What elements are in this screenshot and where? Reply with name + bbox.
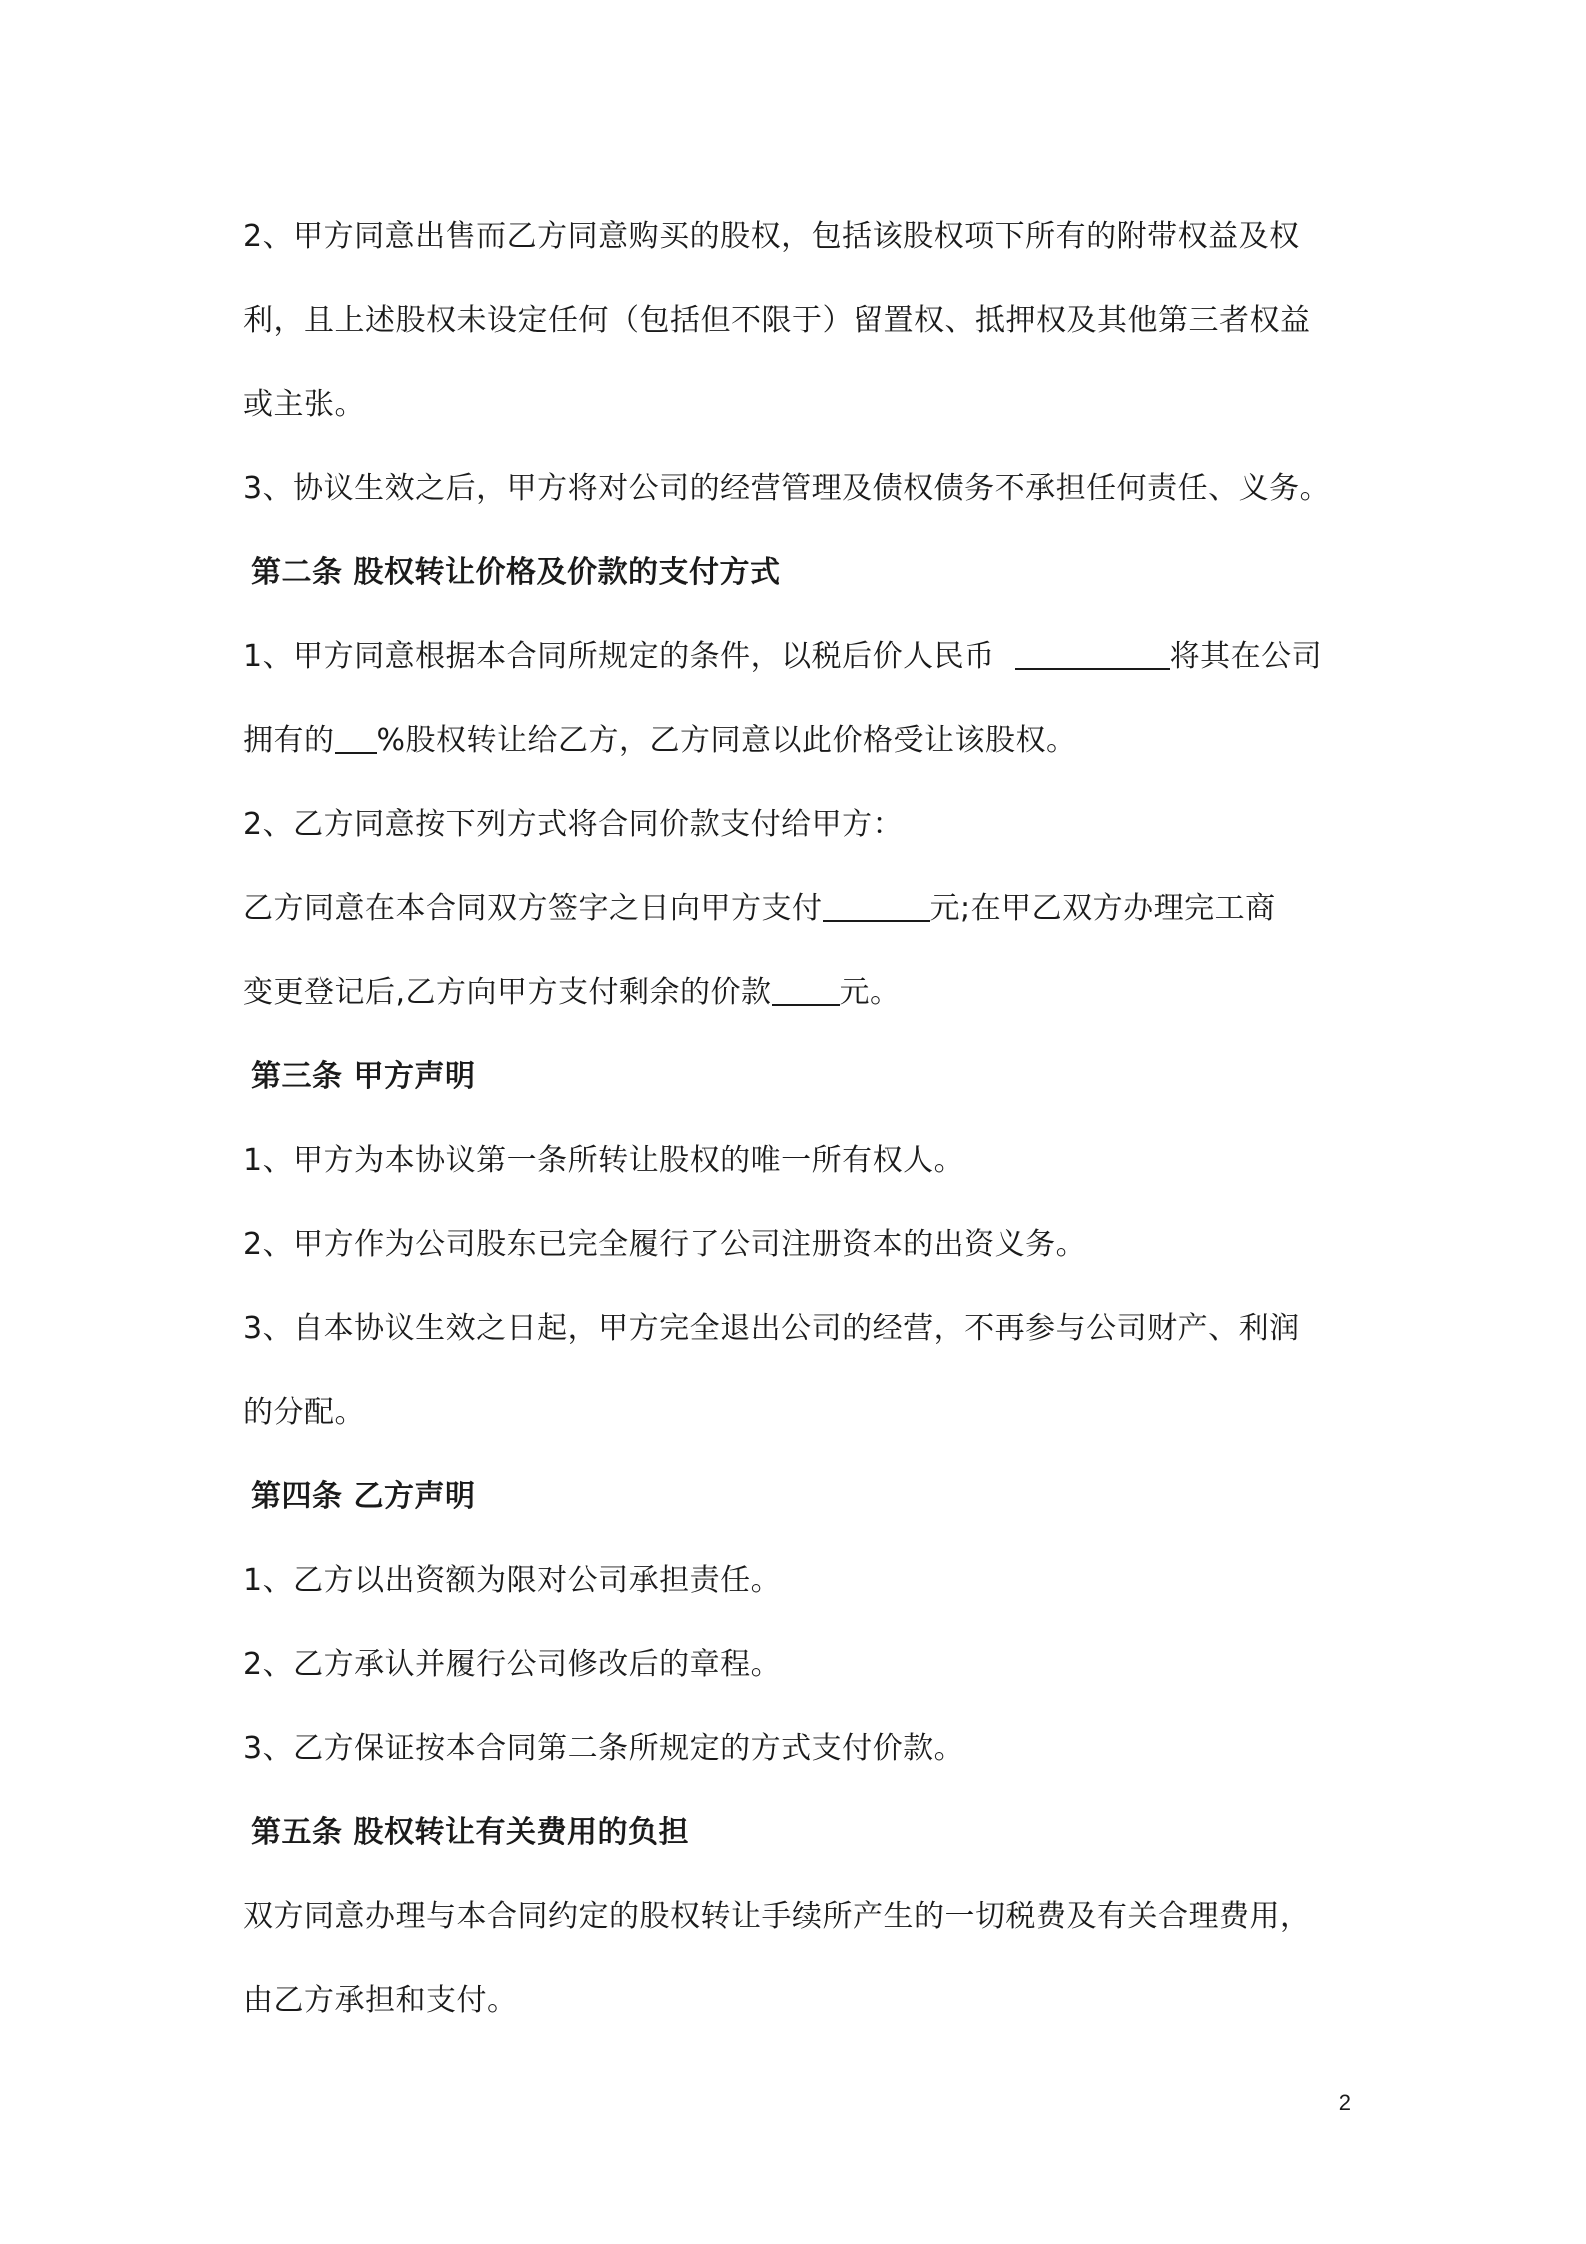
payment-remaining-text-before: 变更登记后,乙方向甲方支付剩余的价款 — [243, 975, 772, 1010]
share-percent-line — [243, 699, 1393, 783]
price-line-text-before: 1、甲方同意根据本合同所规定的条件，以税后价人民币 — [243, 639, 995, 674]
section-heading-article-3: 第三条 甲方声明 — [251, 1059, 476, 1094]
paragraph-line: 1、甲方为本协议第一条所转让股权的唯一所有权人。 — [243, 1143, 965, 1178]
share-percent-blank — [335, 722, 377, 754]
first-payment-blank — [823, 890, 930, 922]
section-heading-article-4: 第四条 乙方声明 — [251, 1479, 476, 1514]
paragraph-line: 2、甲方作为公司股东已完全履行了公司注册资本的出资义务。 — [243, 1227, 1087, 1262]
remaining-payment-blank — [772, 974, 840, 1006]
section-heading-article-2: 第二条 股权转让价格及价款的支付方式 — [251, 555, 781, 590]
share-line-text-after: %股权转让给乙方，乙方同意以此价格受让该股权。 — [376, 723, 1077, 758]
section-heading-article-5: 第五条 股权转让有关费用的负担 — [251, 1815, 689, 1850]
price-amount-blank — [1015, 638, 1170, 670]
paragraph-line: 3、协议生效之后，甲方将对公司的经营管理及债权债务不承担任何责任、义务。 — [243, 471, 1331, 506]
paragraph-line: 3、自本协议生效之日起，甲方完全退出公司的经营，不再参与公司财产、利润 — [243, 1311, 1300, 1346]
payment-intro: 2、乙方同意按下列方式将合同价款支付给甲方： — [243, 807, 904, 842]
payment-line-remaining — [243, 951, 1393, 1035]
paragraph-line: 利，且上述股权未设定任何（包括但不限于）留置权、抵押权及其他第三者权益 — [243, 303, 1311, 338]
document-body — [243, 195, 1393, 2043]
price-line-text-after: 将其在公司 — [1169, 639, 1323, 674]
payment-first-text-after: 元;在甲乙双方办理完工商 — [929, 891, 1276, 926]
paragraph-line: 由乙方承担和支付。 — [243, 1983, 518, 2018]
payment-first-text-before: 乙方同意在本合同双方签字之日向甲方支付 — [243, 891, 823, 926]
paragraph-line: 双方同意办理与本合同约定的股权转让手续所产生的一切税费及有关合理费用， — [243, 1899, 1311, 1934]
price-line — [243, 615, 1393, 699]
paragraph-line: 2、甲方同意出售而乙方同意购买的股权，包括该股权项下所有的附带权益及权 — [243, 219, 1300, 254]
share-line-text-before: 拥有的 — [243, 723, 335, 758]
payment-remaining-text-after: 元。 — [839, 975, 901, 1010]
paragraph-line: 或主张。 — [243, 387, 365, 422]
paragraph-line: 的分配。 — [243, 1395, 365, 1430]
page-number: 2 — [1338, 2090, 1351, 2115]
paragraph-line: 1、乙方以出资额为限对公司承担责任。 — [243, 1563, 782, 1598]
paragraph-line: 2、乙方承认并履行公司修改后的章程。 — [243, 1647, 782, 1682]
payment-line-first — [243, 867, 1393, 951]
paragraph-line: 3、乙方保证按本合同第二条所规定的方式支付价款。 — [243, 1731, 965, 1766]
